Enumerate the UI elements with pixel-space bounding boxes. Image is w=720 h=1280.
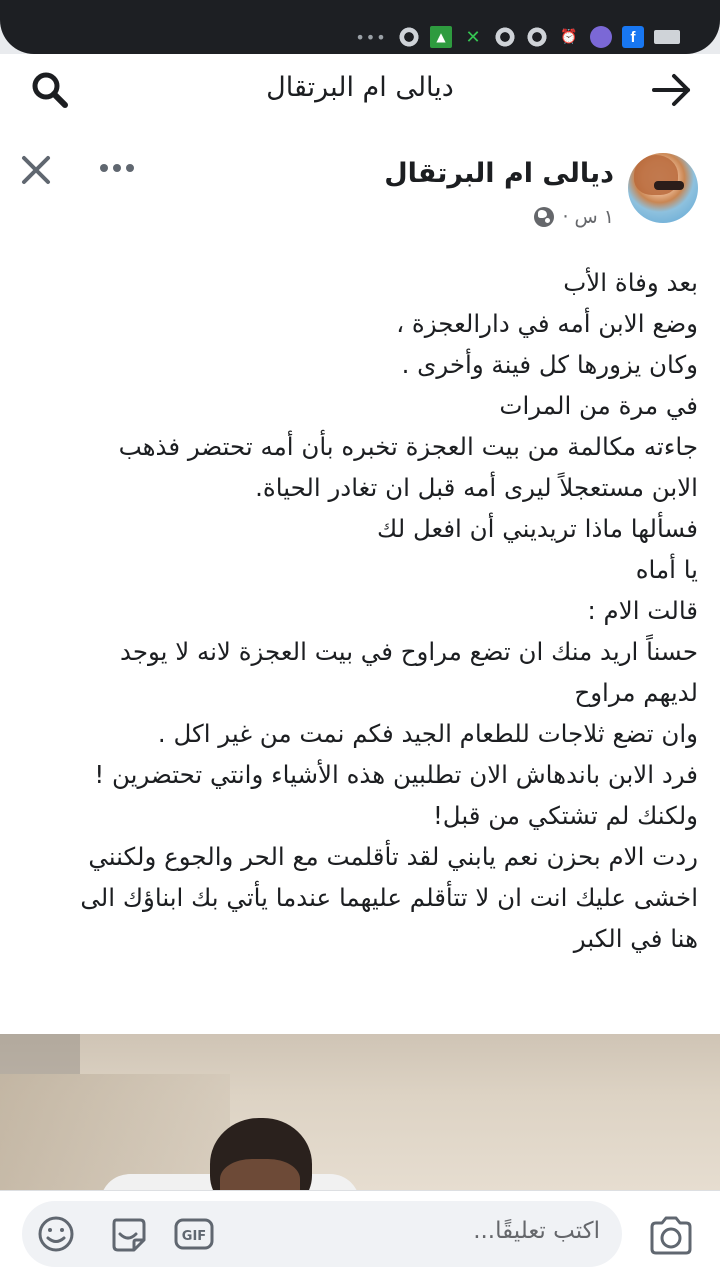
post-header [0, 140, 720, 250]
chrome-icon [526, 26, 548, 48]
post-line: وضع الابن أمه في دارالعجزة ، [396, 309, 698, 338]
smiley-icon [36, 1214, 76, 1254]
post-line: ردت الام بحزن نعم يابني لقد تأقلمت مع الحر والجوع ولكنني [88, 842, 698, 871]
post-line: فرد الابن باندهاش الان تطلبين هذه الأشياء وانتي تحتضرين ! [94, 760, 698, 789]
sticker-icon [108, 1214, 148, 1254]
close-icon [18, 152, 54, 188]
post-line: في مرة من المرات [499, 391, 698, 420]
comment-input[interactable] [22, 1201, 622, 1267]
gif-label: GIF [181, 1229, 207, 1244]
post-photo[interactable] [0, 1034, 720, 1190]
post-meta [534, 206, 614, 228]
search-icon [28, 68, 72, 112]
avatar-sunglasses [654, 181, 684, 190]
message-icon [654, 30, 680, 44]
gif-icon [174, 1214, 214, 1254]
page-title: ديالى ام البرتقال [266, 72, 454, 103]
chrome-icon [398, 26, 420, 48]
post-line: لديهم مراوح [574, 678, 698, 707]
post-line: هنا في الكبر [573, 924, 698, 953]
purple-app-icon [590, 26, 612, 48]
top-header [0, 54, 720, 126]
post-line: فسألها ماذا تريديني أن افعل لك [377, 514, 698, 543]
avatar[interactable] [628, 153, 698, 223]
more-dots-icon [96, 158, 138, 178]
back-button[interactable] [648, 68, 696, 112]
post-line: قالت الام : [587, 596, 698, 625]
globe-icon [534, 207, 554, 227]
status-bar [0, 0, 720, 54]
post-line: يا أماه [635, 555, 698, 584]
status-bar-background [0, 0, 720, 54]
post-line: ولكنك لم تشتكي من قبل! [432, 801, 698, 830]
photo-wall [0, 1074, 230, 1190]
camera-icon [648, 1215, 694, 1257]
sticker-button[interactable] [108, 1214, 148, 1254]
mosque-app-icon: ▲ [430, 26, 452, 48]
alarm-icon: ⏰ [560, 29, 578, 45]
more-dots-icon: ••• [355, 27, 387, 47]
photo-shelf [0, 1034, 80, 1074]
author-name[interactable]: ديالى ام البرتقال [384, 158, 614, 189]
arrow-right-icon [648, 68, 696, 112]
post-text [40, 262, 698, 959]
post-line: حسناً اريد منك ان تضع مراوح في بيت العجزة لانه لا يوجد [119, 637, 698, 666]
post-time[interactable]: ١ س · [562, 206, 614, 228]
post-line: وكان يزورها كل فينة وأخرى . [401, 350, 698, 379]
post-line: اخشى عليك انت ان لا تتأقلم عليهما عندما يأتي بك ابناؤك الى [80, 883, 698, 912]
green-app-icon: ✕ [465, 26, 481, 48]
post-line: جاءته مكالمة من بيت العجزة تخبره بأن أمه تحتضر فذهب [118, 432, 698, 461]
gif-button[interactable] [174, 1214, 214, 1254]
search-button[interactable] [28, 68, 72, 112]
status-icons [354, 24, 680, 50]
comment-bar [0, 1190, 720, 1280]
comment-placeholder: اكتب تعليقًا... [473, 1218, 600, 1244]
post-line: بعد وفاة الأب [563, 268, 698, 297]
facebook-icon: f [622, 26, 644, 48]
emoji-button[interactable] [36, 1214, 76, 1254]
post-line: الابن مستعجلاً ليرى أمه قبل ان تغادر الحياة. [255, 473, 698, 502]
camera-button[interactable] [648, 1215, 694, 1257]
more-options-button[interactable] [96, 158, 138, 178]
photo-person-face [220, 1159, 300, 1190]
close-button[interactable] [18, 152, 54, 188]
chrome-icon [494, 26, 516, 48]
post-line: وان تضع ثلاجات للطعام الجيد فكم نمت من غير اكل . [157, 719, 698, 748]
